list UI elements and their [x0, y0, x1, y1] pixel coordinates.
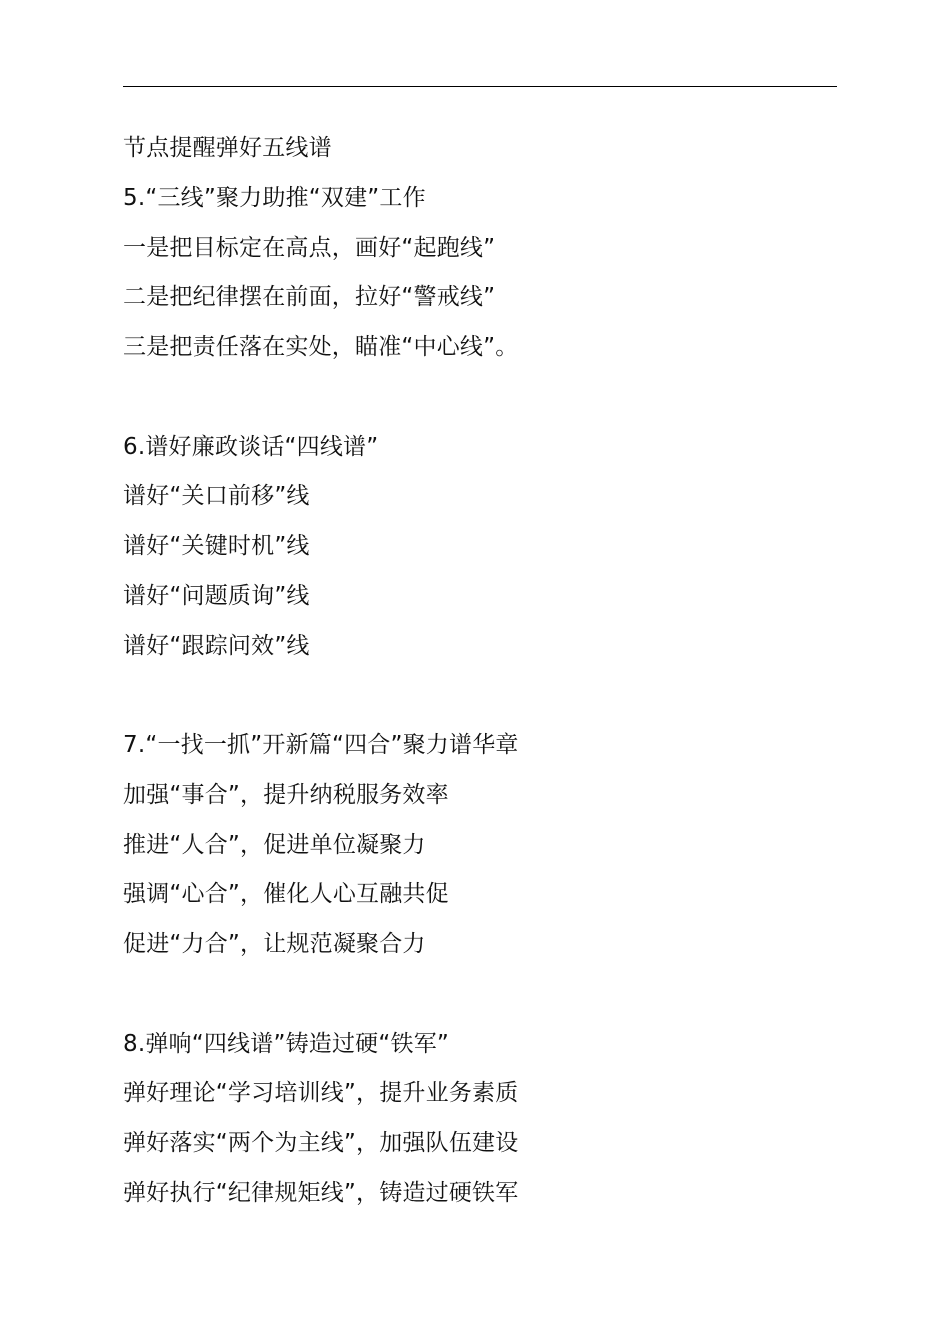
section-heading-6: 6.谱好廉政谈话“四线谱”: [123, 433, 379, 460]
section-heading-7: 7.“一找一抓”开新篇“四合”聚力谱华章: [123, 732, 519, 758]
section-heading-8: 8.弹响“四线谱”铸造过硬“铁军”: [123, 1030, 450, 1057]
body-line: 推进“人合”，促进单位凝聚力: [123, 831, 426, 858]
section-heading-5: 5.“三线”聚力助推“双建”工作: [123, 184, 426, 211]
body-line: 三是把责任落在实处，瞄准“中心线”。: [123, 334, 519, 360]
body-line: 谱好“关键时机”线: [123, 533, 310, 559]
document-body: [123, 124, 837, 1219]
blank-line: [123, 970, 837, 1020]
header-rule: [123, 86, 837, 87]
body-line: 弹好理论“学习培训线”，提升业务素质: [123, 1080, 519, 1107]
body-line: 加强“事合”，提升纳税服务效率: [123, 781, 449, 808]
blank-line: [123, 671, 837, 721]
body-line: 二是把纪律摆在前面，拉好“警戒线”: [123, 284, 496, 311]
body-line: 促进“力合”，让规范凝聚合力: [123, 931, 426, 957]
body-line: 谱好“跟踪问效”线: [123, 632, 310, 659]
blank-line: [123, 373, 837, 423]
body-line: 谱好“问题质询”线: [123, 582, 310, 609]
body-line: 弹好落实“两个为主线”，加强队伍建设: [123, 1130, 519, 1156]
body-line: 一是把目标定在高点，画好“起跑线”: [123, 234, 496, 261]
section-heading: 节点提醒弹好五线谱: [123, 135, 332, 161]
body-line: 强调“心合”，催化人心互融共促: [123, 881, 449, 908]
body-line: 弹好执行“纪律规矩线”，铸造过硬铁军: [123, 1179, 519, 1206]
body-line: 谱好“关口前移”线: [123, 483, 310, 510]
